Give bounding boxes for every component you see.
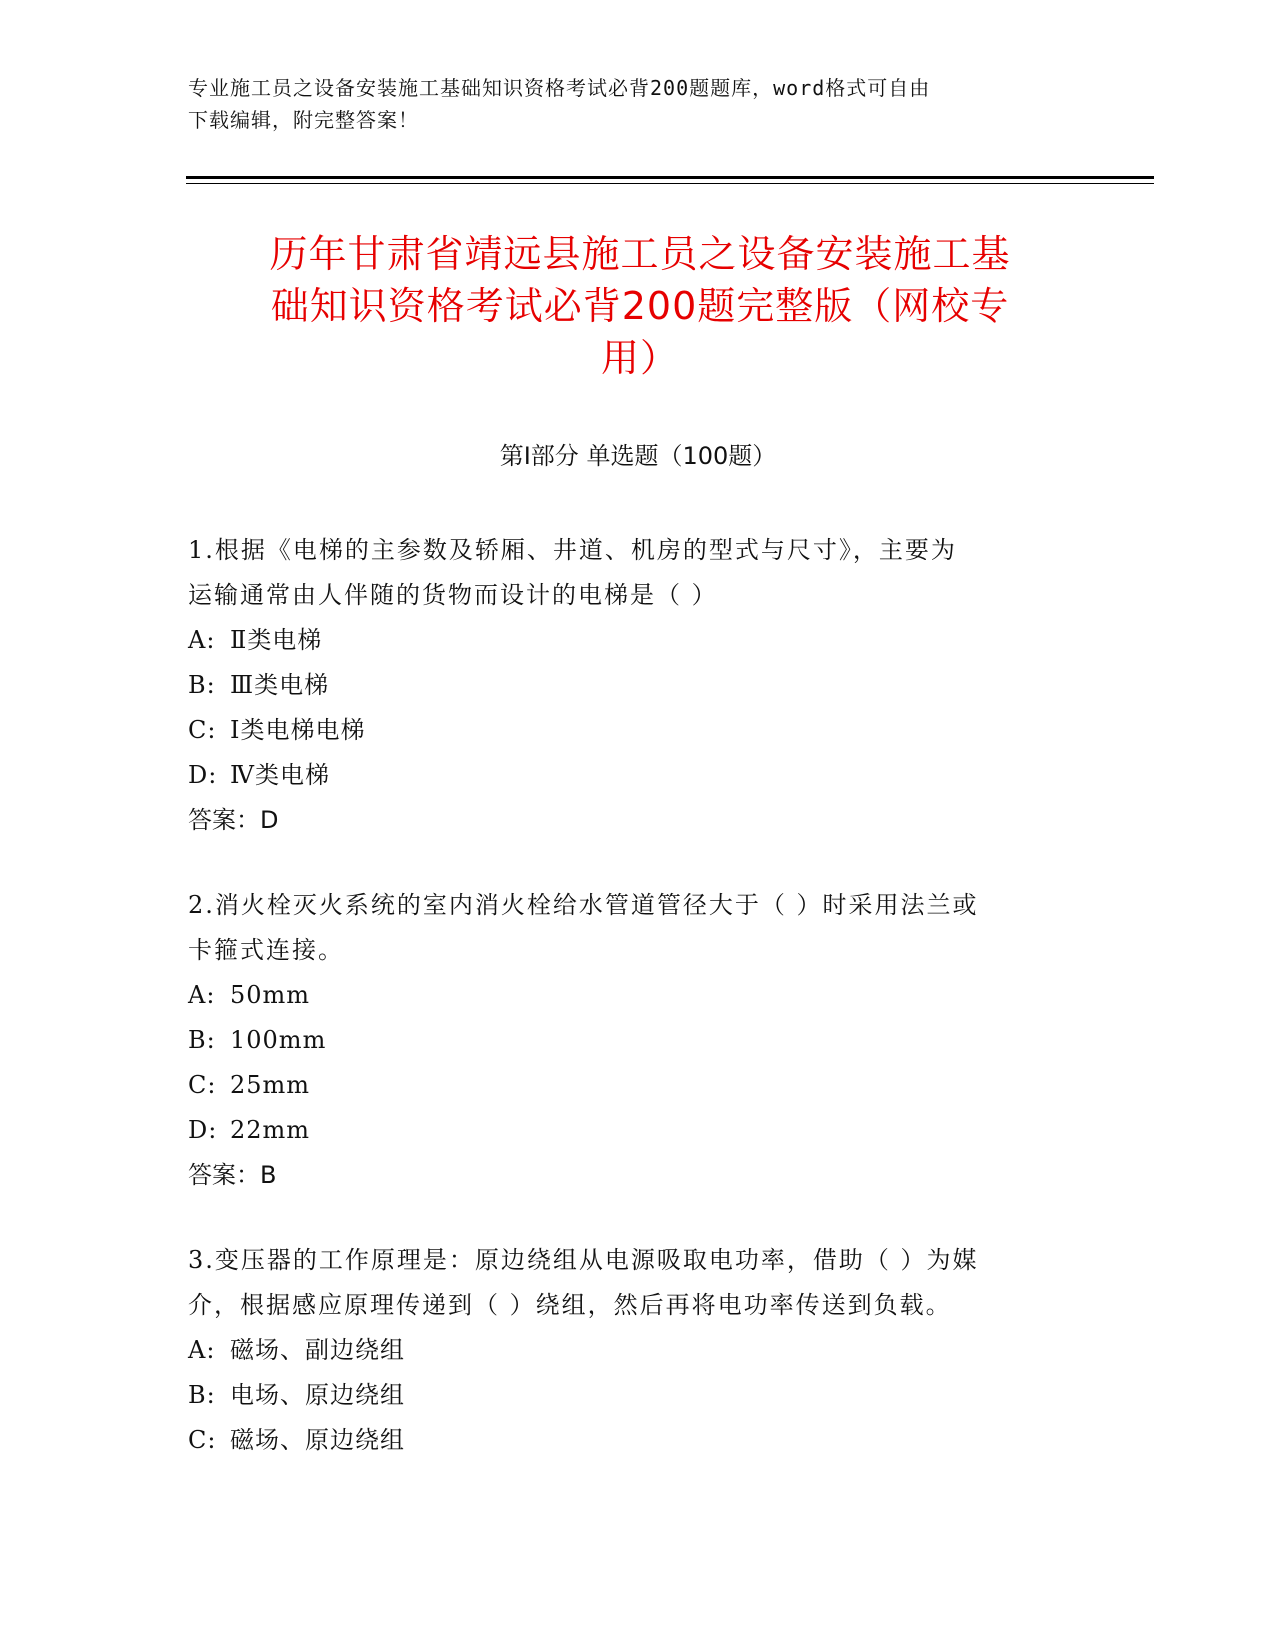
option-text: Ⅱ类电梯 [230,626,323,654]
answer-text: 答案：B [188,1161,277,1189]
option-a [188,973,1088,1018]
option-text: 25mm [230,1071,311,1099]
option-text: 50mm [230,981,311,1009]
option-a [188,618,1088,663]
title-line-2: 础知识资格考试必背200题完整版（网校专 [270,284,1010,328]
option-c [188,1418,1088,1463]
intro-line-2: 下载编辑，附完整答案！ [188,108,419,132]
option-b [188,1018,1088,1063]
option-text: Ⅰ类电梯电梯 [230,716,366,744]
option-text: 电场、原边绕组 [230,1381,405,1409]
intro-paragraph [188,72,1088,136]
option-text: 22mm [230,1116,311,1144]
option-text: Ⅲ类电梯 [230,671,330,699]
option-b [188,663,1088,708]
header-divider-thin [186,183,1154,184]
section-heading: 第Ⅰ部分 单选题（100题） [499,442,777,470]
option-text: 100mm [230,1026,327,1054]
question-stem-line-1: 3.变压器的工作原理是：原边绕组从电源吸取电功率，借助（ ）为媒 [188,1246,979,1274]
question-2 [188,883,1088,1198]
option-d [188,1108,1088,1153]
question-stem-line-2: 介，根据感应原理传递到（ ）绕组，然后再将电功率传送到负载。 [188,1291,952,1319]
header-divider-thick [186,176,1154,179]
answer-text: 答案：D [188,806,279,834]
title-line-1: 历年甘肃省靖远县施工员之设备安装施工基 [269,232,1011,276]
question-stem-line-2: 运输通常由人伴随的货物而设计的电梯是（ ） [188,581,718,609]
option-text: 磁场、副边绕组 [230,1336,405,1364]
document-title [190,228,1090,384]
question-stem-line-1: 2.消火栓灭火系统的室内消火栓给水管道管径大于（ ）时采用法兰或 [188,891,979,919]
option-d [188,753,1088,798]
question-stem-line-1: 1.根据《电梯的主参数及轿厢、井道、机房的型式与尺寸》，主要为 [188,536,957,564]
option-letter: A: [188,626,216,654]
question-3 [188,1238,1088,1463]
option-c [188,708,1088,753]
option-letter: D: [188,1116,218,1144]
option-letter: C: [188,716,217,744]
option-letter: B: [188,1381,216,1409]
option-letter: A: [188,1336,216,1364]
option-letter: A: [188,981,216,1009]
option-text: Ⅳ类电梯 [230,761,330,789]
question-stem [188,528,1088,618]
question-list [188,528,1088,1503]
option-a [188,1328,1088,1373]
option-c [188,1063,1088,1108]
option-b [188,1373,1088,1418]
question-1 [188,528,1088,843]
option-letter: C: [188,1426,217,1454]
question-stem-line-2: 卡箍式连接。 [188,936,344,964]
title-line-3: 用） [600,336,679,380]
option-letter: D: [188,761,218,789]
intro-line-1: 专业施工员之设备安装施工基础知识资格考试必背200题题库，word格式可自由 [188,76,931,100]
question-stem [188,1238,1088,1328]
option-letter: B: [188,671,216,699]
option-letter: B: [188,1026,216,1054]
option-text: 磁场、原边绕组 [230,1426,405,1454]
question-stem [188,883,1088,973]
option-letter: C: [188,1071,217,1099]
